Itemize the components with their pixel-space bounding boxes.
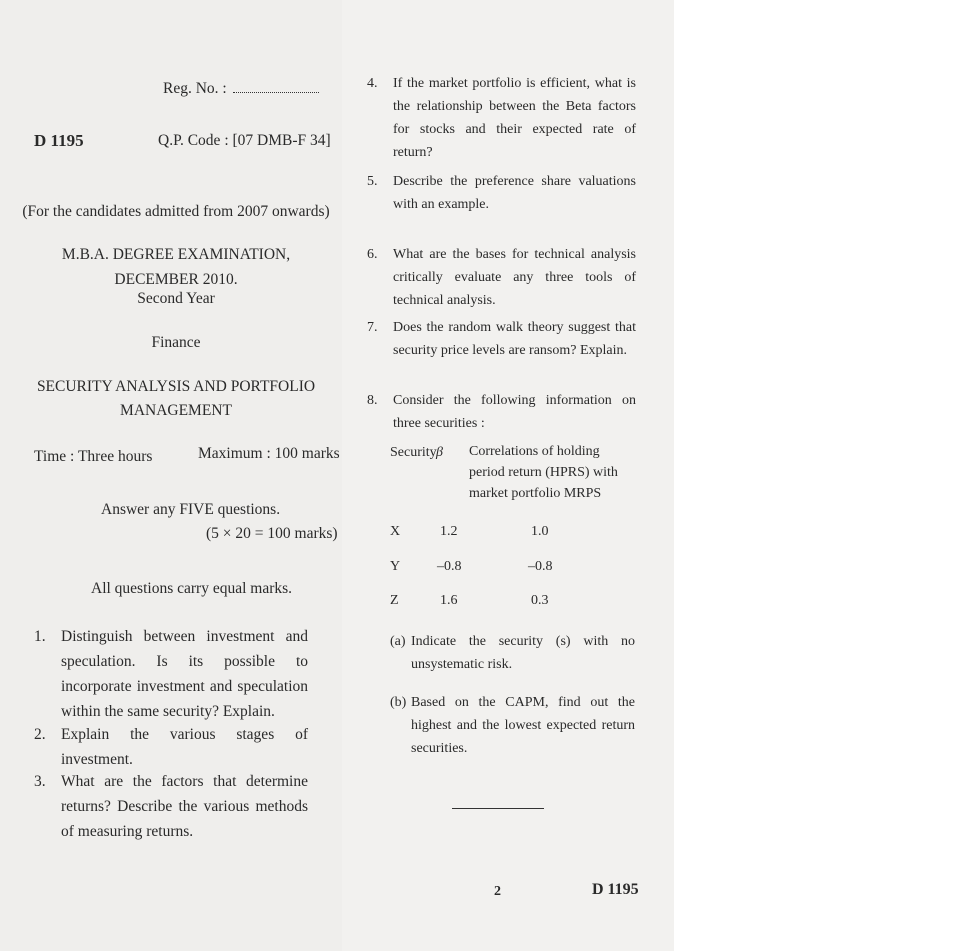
question-4-number: 4. bbox=[367, 76, 378, 91]
sub-question-a-label: (a) bbox=[390, 634, 406, 649]
sub-question-b-text: Based on the CAPM, find out the highest and the lowest expected return securities. bbox=[411, 695, 635, 756]
table-row-z-corr: 0.3 bbox=[531, 593, 549, 608]
table-header-beta: β bbox=[436, 445, 443, 460]
right-page bbox=[342, 0, 674, 951]
paper-title-line2: MANAGEMENT bbox=[120, 402, 232, 419]
footer-paper-code: D 1195 bbox=[592, 881, 639, 898]
question-2-text: Explain the various stages of investment. bbox=[61, 726, 308, 768]
end-rule bbox=[452, 808, 544, 809]
left-page bbox=[0, 0, 342, 951]
sub-question-a-text: Indicate the security (s) with no unsystematic risk. bbox=[411, 634, 635, 672]
time: Time : Three hours bbox=[34, 448, 153, 465]
question-8-text: Consider the following information on three securities : bbox=[393, 393, 636, 431]
question-5-text: Describe the preference share valuations with an example. bbox=[393, 174, 636, 212]
question-8-number: 8. bbox=[367, 393, 378, 408]
table-row-x-security: X bbox=[390, 524, 401, 539]
table-row-z-security: Z bbox=[390, 593, 399, 608]
question-2-number: 2. bbox=[34, 726, 46, 743]
table-row-y-beta: –0.8 bbox=[437, 559, 462, 574]
question-3-number: 3. bbox=[34, 773, 46, 790]
table-row-y-corr: –0.8 bbox=[528, 559, 553, 574]
year: Second Year bbox=[137, 290, 215, 307]
reg-no bbox=[163, 76, 319, 101]
table-header-security: Security bbox=[390, 445, 437, 460]
reg-no-label: Reg. No. : bbox=[163, 80, 227, 97]
table-header-correlation: Correlations of holding period return (HPRS) with market portfolio MRPS bbox=[469, 444, 618, 501]
table-row-x-corr: 1.0 bbox=[531, 524, 549, 539]
subject: Finance bbox=[151, 334, 201, 351]
table-row-x-beta: 1.2 bbox=[440, 524, 458, 539]
equal-marks: All questions carry equal marks. bbox=[91, 580, 293, 597]
paper-code: D 1195 bbox=[34, 131, 84, 150]
marks-split: (5 × 20 = 100 marks) bbox=[206, 525, 338, 542]
table-row-y-security: Y bbox=[390, 559, 401, 574]
question-3-text: What are the factors that determine returns? Describe the various methods of measuring returns. bbox=[61, 773, 308, 840]
question-5-number: 5. bbox=[367, 174, 378, 189]
reg-no-blank bbox=[233, 92, 319, 93]
question-6-number: 6. bbox=[367, 247, 378, 262]
question-7-text: Does the random walk theory suggest that security price levels are ransom? Explain. bbox=[393, 320, 636, 358]
qp-code: Q.P. Code : [07 DMB-F 34] bbox=[158, 132, 331, 149]
table-row-z-beta: 1.6 bbox=[440, 593, 458, 608]
question-6-text: What are the bases for technical analysis critically evaluate any three tools of technical analysis. bbox=[393, 247, 636, 308]
question-1-number: 1. bbox=[34, 628, 46, 645]
question-1-text: Distinguish between investment and speculation. Is its possible to incorporate investment and speculation within the same security? Explain. bbox=[61, 628, 308, 720]
instruction: Answer any FIVE questions. bbox=[101, 501, 281, 518]
max-marks: Maximum : 100 marks bbox=[198, 445, 340, 462]
question-4-text: If the market portfolio is efficient, what is the relationship between the Beta factors for stocks and their expected rate of return? bbox=[393, 76, 636, 160]
exam-title: M.B.A. DEGREE EXAMINATION, DECEMBER 2010. bbox=[61, 246, 291, 288]
sub-question-b-label: (b) bbox=[390, 695, 407, 710]
page-number: 2 bbox=[494, 884, 501, 899]
paper-title-line1: SECURITY ANALYSIS AND PORTFOLIO bbox=[36, 378, 316, 395]
question-7-number: 7. bbox=[367, 320, 378, 335]
candidates-note: (For the candidates admitted from 2007 onwards) bbox=[22, 203, 330, 220]
